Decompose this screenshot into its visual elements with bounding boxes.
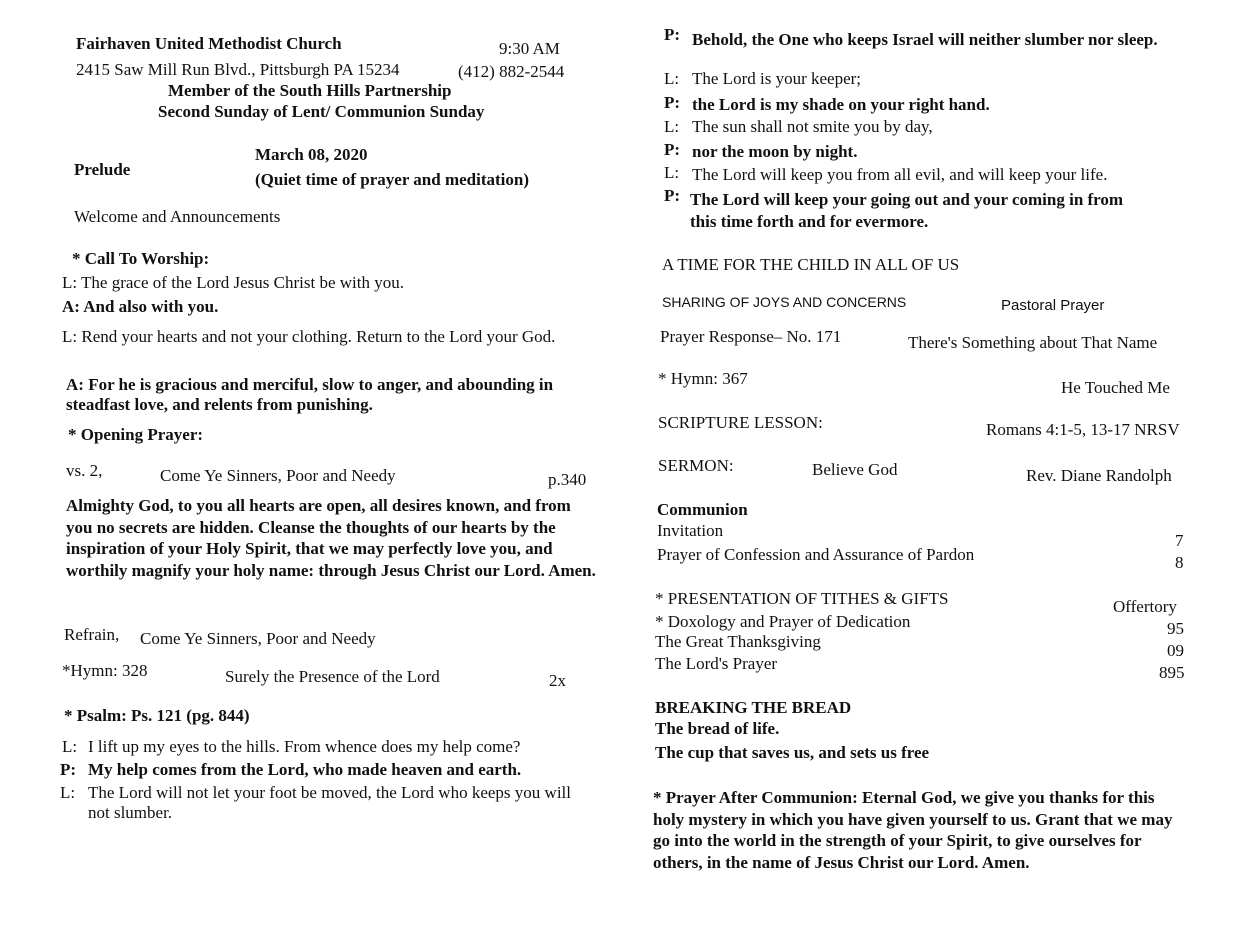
psalm-heading: * Psalm: Ps. 121 (pg. 844) [64, 706, 250, 725]
psalm-line: The Lord will keep you from all evil, and will keep your life. [692, 165, 1108, 184]
communion-confession: Prayer of Confession and Assurance of Pardon [657, 545, 975, 564]
psalm-speaker: P: [664, 186, 681, 205]
call-to-worship-heading: * Call To Worship: [72, 249, 210, 268]
prayer-response-title: There's Something about That Name [908, 333, 1158, 352]
psalm-line: The Lord is your keeper; [692, 69, 861, 88]
great-thanksgiving-line: The Great Thanksgiving [655, 632, 821, 651]
great-thanksgiving-number: 09 [1167, 641, 1184, 660]
verse-page: p.340 [548, 470, 587, 489]
scripture-label: SCRIPTURE LESSON: [658, 413, 823, 432]
invitation-page: 7 [1175, 531, 1184, 550]
breaking-bread-heading: BREAKING THE BREAD [655, 698, 852, 717]
communion-invitation: Invitation [657, 521, 724, 540]
psalm-speaker: P: [664, 93, 681, 112]
opening-prayer-heading: * Opening Prayer: [68, 425, 204, 444]
prelude-note: (Quiet time of prayer and meditation) [255, 170, 530, 189]
tithes-presentation: * PRESENTATION OF TITHES & GIFTS [655, 589, 949, 608]
breaking-bread-line-1: The bread of life. [655, 719, 780, 738]
lords-prayer-number: 895 [1159, 663, 1185, 682]
prayer-after-communion: * Prayer After Communion: Eternal God, we give you thanks for this holy mystery in which you have given yourself to us. Grant that we may go into the world in the strength of your Spirit, to give ourselves for others, in the name of Jesus Christ our Lord. Amen. [653, 788, 1173, 872]
right-page [620, 0, 1240, 932]
joys-concerns-label: SHARING OF JOYS AND CONCERNS [662, 294, 907, 310]
prayer-response-label: Prayer Response– No. 171 [660, 327, 842, 346]
hymn-328-label: *Hymn: 328 [62, 661, 148, 680]
sermon-preacher: Rev. Diane Randolph [1026, 466, 1172, 485]
psalm-line: The Lord will not let your foot be moved, the Lord who keeps you will not slumber. [88, 783, 571, 822]
psalm-line: the Lord is my shade on your right hand. [692, 95, 990, 114]
hymn-367-title: He Touched Me [1061, 378, 1170, 397]
child-time-heading: A TIME FOR THE CHILD IN ALL OF US [662, 255, 960, 274]
service-time: 9:30 AM [499, 39, 560, 58]
church-address: 2415 Saw Mill Run Blvd., Pittsburgh PA 15234 [76, 60, 400, 79]
psalm-speaker: P: [60, 760, 77, 779]
psalm-speaker: L: [664, 163, 680, 182]
sermon-title: Believe God [812, 460, 898, 479]
scripture-reference: Romans 4:1-5, 13-17 NRSV [986, 420, 1180, 439]
occasion-line: Second Sunday of Lent/ Communion Sunday [158, 102, 485, 121]
pastoral-prayer: Pastoral Prayer [1001, 297, 1105, 314]
communion-heading: Communion [657, 500, 748, 519]
call-response-2: A: For he is gracious and merciful, slow to anger, and abounding in steadfast love, and relents from punishing. [66, 375, 554, 414]
psalm-line: nor the moon by night. [692, 142, 858, 161]
psalm-line: The Lord will keep your going out and your coming in from this time forth and for evermore. [690, 190, 1124, 231]
call-leader-1: L: The grace of the Lord Jesus Christ be with you. [62, 273, 404, 292]
call-leader-2: L: Rend your hearts and not your clothing. Return to the Lord your God. [62, 327, 556, 346]
church-phone: (412) 882-2544 [458, 62, 565, 81]
psalm-speaker: L: [60, 783, 76, 802]
psalm-line: The sun shall not smite you by day, [692, 117, 933, 136]
hymn-367-label: * Hymn: 367 [658, 369, 748, 388]
prelude-label: Prelude [74, 160, 131, 179]
confession-page: 8 [1175, 553, 1184, 572]
partnership-line: Member of the South Hills Partnership [168, 81, 452, 100]
call-response-1: A: And also with you. [62, 297, 219, 316]
psalm-speaker: P: [664, 25, 681, 44]
doxology-line: * Doxology and Prayer of Dedication [655, 612, 911, 631]
psalm-line: I lift up my eyes to the hills. From whence does my help come? [88, 737, 521, 756]
psalm-speaker: L: [664, 69, 680, 88]
verse-label: vs. 2, [66, 461, 103, 480]
welcome-line: Welcome and Announcements [74, 207, 281, 226]
verse-title: Come Ye Sinners, Poor and Needy [160, 466, 396, 485]
psalm-line: Behold, the One who keeps Israel will neither slumber nor sleep. [692, 30, 1158, 49]
psalm-speaker: L: [664, 117, 680, 136]
psalm-speaker: P: [664, 140, 681, 159]
sermon-label: SERMON: [658, 456, 734, 475]
church-name: Fairhaven United Methodist Church [76, 34, 342, 53]
doxology-number: 95 [1167, 619, 1184, 638]
refrain-title: Come Ye Sinners, Poor and Needy [140, 629, 376, 648]
opening-prayer-text: Almighty God, to you all hearts are open, all desires known, and from you no secrets are hidden. Cleanse the thoughts of our hearts by the inspiration of your Holy Spirit, that we may perfectly love you, and worthily magnify your holy name: through Jesus Christ our Lord. Amen. [66, 496, 596, 580]
lords-prayer-line: The Lord's Prayer [655, 654, 778, 673]
hymn-328-title: Surely the Presence of the Lord [225, 667, 440, 686]
offertory-label: Offertory [1113, 597, 1177, 616]
psalm-speaker: L: [62, 737, 78, 756]
service-date: March 08, 2020 [255, 145, 368, 164]
psalm-line: My help comes from the Lord, who made heaven and earth. [88, 760, 522, 779]
refrain-label: Refrain, [64, 625, 120, 644]
breaking-bread-line-2: The cup that saves us, and sets us free [655, 743, 930, 762]
hymn-328-times: 2x [549, 671, 566, 690]
